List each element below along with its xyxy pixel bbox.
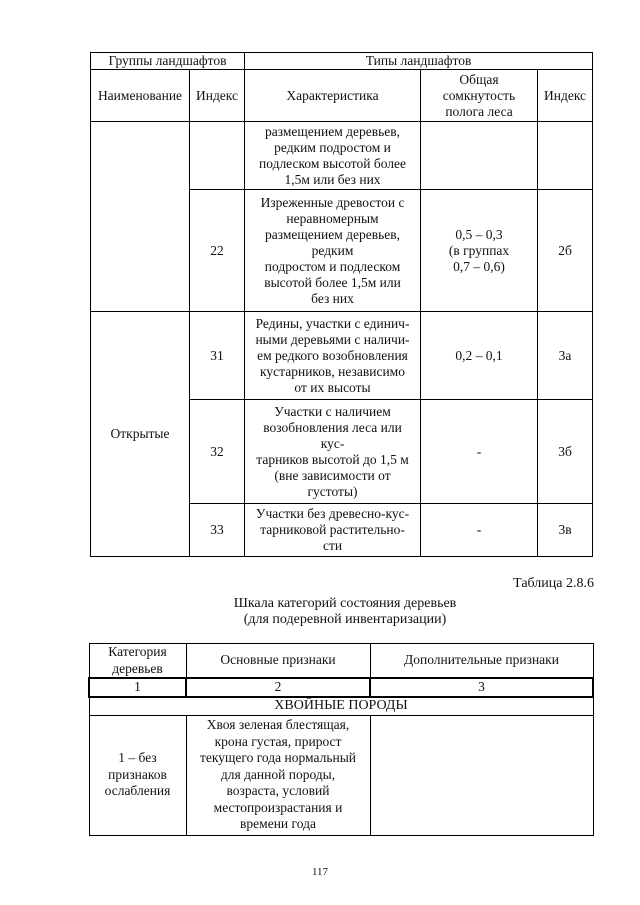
type-index-cell: 3а (538, 312, 593, 400)
characteristic-cell: Участки с наличием возобновления леса или кус- тарников высотой до 1,5 м (вне зависимости от густоты) (245, 400, 421, 504)
category-cell: 1 – без признаков ослабления (89, 715, 186, 835)
index-cell: 31 (190, 312, 245, 400)
header-index: Индекс (190, 70, 245, 122)
header-tree-category: Категория деревьев (89, 644, 186, 679)
header-landscape-types: Типы ландшафтов (245, 53, 593, 70)
characteristic-cell: Участки без древесно-кус- тарниковой растительно- сти (245, 504, 421, 557)
header-name: Наименование (91, 70, 190, 122)
group-name-cell (91, 122, 190, 312)
characteristic-cell: Изреженные древостои с неравномерным размещением деревьев, редким подростом и подлеском высотой более 1,5м или без них (245, 190, 421, 312)
type-index-cell: 3б (538, 400, 593, 504)
table-row (91, 122, 593, 190)
column-number: 1 (89, 678, 186, 697)
landscape-table (90, 52, 593, 557)
index-cell: 33 (190, 504, 245, 557)
header-main-signs: Основные признаки (186, 644, 370, 679)
closure-cell: 0,5 – 0,3 (в группах 0,7 – 0,6) (421, 190, 538, 312)
closure-cell: - (421, 400, 538, 504)
group-name-open: Открытые (91, 312, 190, 557)
column-number: 3 (370, 678, 593, 697)
header-additional-signs: Дополнительные признаки (370, 644, 593, 679)
index-cell (190, 122, 245, 190)
header-landscape-groups: Группы ландшафтов (91, 53, 245, 70)
type-index-cell (538, 122, 593, 190)
table-row (89, 715, 593, 835)
header-type-index: Индекс (538, 70, 593, 122)
main-signs-cell: Хвоя зеленая блестящая, крона густая, прирост текущего года нормальный для данной породы, возраста, условий местопроизрастания и времени года (186, 715, 370, 835)
table-title: Шкала категорий состояния деревьев (для подеревной инвентаризации) (233, 596, 457, 627)
characteristic-cell: Редины, участки с единич- ными деревьями с наличи- ем редкого возобновления кустарников, независимо от их высоты (245, 312, 421, 400)
closure-cell: 0,2 – 0,1 (421, 312, 538, 400)
table-row (91, 312, 593, 400)
index-cell: 22 (190, 190, 245, 312)
table-label: Таблица 2.8.6 (513, 576, 594, 591)
page-number: 117 (311, 866, 329, 878)
type-index-cell: 2б (538, 190, 593, 312)
closure-cell (421, 122, 538, 190)
column-number: 2 (186, 678, 370, 697)
closure-cell: - (421, 504, 538, 557)
header-characteristic: Характеристика (245, 70, 421, 122)
header-canopy-closure: Общая сомкнутость полога леса (421, 70, 538, 122)
type-index-cell: 3в (538, 504, 593, 557)
tree-condition-table (88, 643, 594, 836)
characteristic-cell: размещением деревьев, редким подростом и подлеском высотой более 1,5м или без них (245, 122, 421, 190)
index-cell: 32 (190, 400, 245, 504)
section-conifers: ХВОЙНЫЕ ПОРОДЫ (89, 697, 593, 715)
additional-signs-cell (370, 715, 593, 835)
